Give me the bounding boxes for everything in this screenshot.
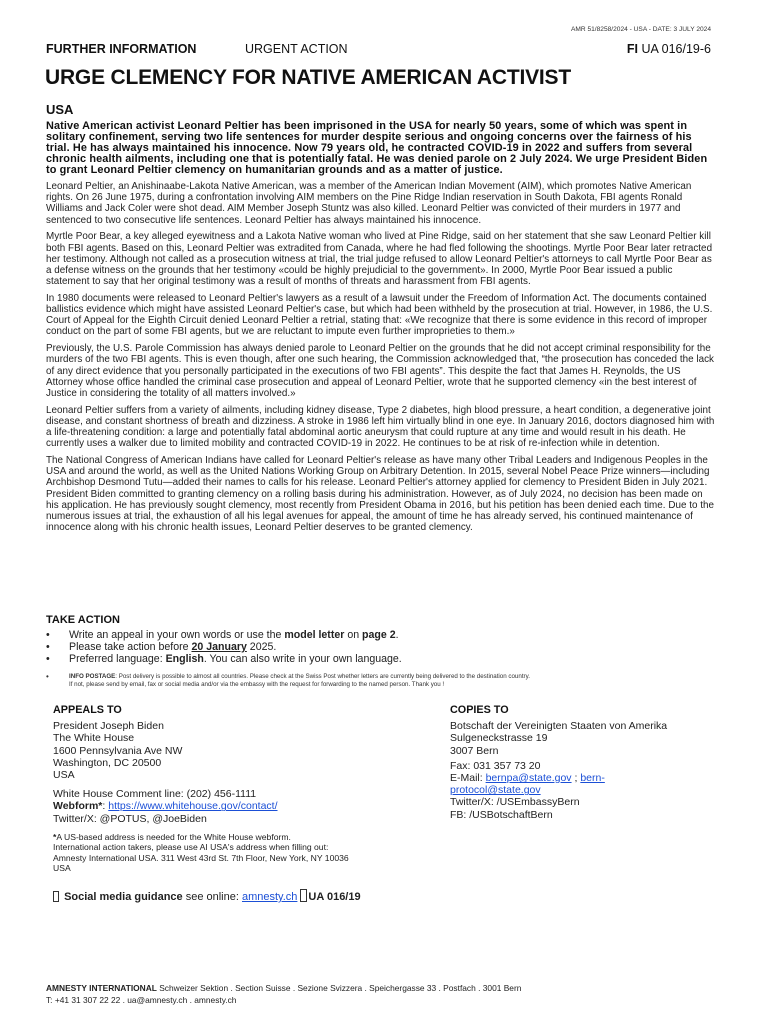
body-paragraph: Leonard Peltier, an Anishinaabe-Lakota Native American, was a member of the American Indian Movement (AIM), which promotes Native American rights. On 26 June 1975, during a confrontation involving AIM members on the Pine Ridge Indian reservation in South Dakota, FBI agents Ronald Williams and Jack Coler were shot dead. AIM Member Joseph Stuntz was also killed. Leonard Peltier was convicted of their murders in 1977 and sentenced to two consecutive life sentences. Leonard Peltier has always maintained his innocence. [46, 181, 692, 226]
document-reference: AMR 51/8258/2024 - USA - DATE: 3 JULY 2024 [570, 26, 711, 33]
header-urgent-action: URGENT ACTION [245, 42, 348, 56]
take-action-section [46, 614, 718, 690]
page-title: URGE CLEMENCY FOR NATIVE AMERICAN ACTIVIST [45, 66, 571, 89]
page-footer [46, 983, 521, 1006]
text-span: International action takers, please use AI USA's address when filling out: [53, 842, 329, 853]
lead-paragraph: Native American activist Leonard Peltier has been imprisoned in the USA for nearly 50 years, some of which was spent in solitary confinement, serving two life sentences for murder despite serious and ongoing concerns over the fairness of his trial. He has always maintained his innocence. Now 79 years old, he contracted COVID-19 in 2022 and suffers from several chronic health ailments, including one that is potentially fatal. He was denied parole on 2 July 2024. We urge President Biden to grant Leonard Peltier clemency on humanitarian grounds and as a matter of justice. [46, 120, 708, 176]
webform-label: Webform* [53, 800, 103, 813]
address-line: USA [53, 769, 75, 782]
copies-heading: COPIES TO [450, 704, 509, 716]
body-paragraph: In 1980 documents were released to Leonard Peltier's lawyers as a result of a lawsuit under the Freedom of Information Act. The documents contained ballistics evidence which might have assisted Leonard Peltier's case, but which had been withheld by the prosecution at trial. However, in 1986, the U.S. Court of Appeal for the Eighth Circuit denied Leonard Peltier a retrial, stating that: «We recognize that there is some evidence in this record of improper conduct on the part of some FBI agents, but we are reluctant to impute even further improprieties to them.» [46, 292, 713, 338]
body-paragraph: Myrtle Poor Bear, a key alleged eyewitness and a Lakota Native woman who lived at Pine Ridge, said on her statement that she saw Leonard Peltier kill both FBI agents. Based on this, Leonard Peltier was extradited from Canada, where he had fled following the shootings. Myrtle Poor Bear later retracted her testimony. Although not called as a prosecution witness at trial, the trial judge refused to allow Leonard Peltier's attorneys to call Myrtle Poor Bear as a defense witness on the grounds that her testimony «could be highly prejudicial to the government». In 2000, Myrtle Poor Bear issued a public statement to say that her original testimony was a result of months of threats and harassment from FBI agents. [46, 231, 713, 288]
email-link-bernpa[interactable]: bernpa@state.gov [485, 772, 572, 785]
email-line [450, 772, 740, 784]
text-span: . You can also write in your own language. [203, 653, 402, 666]
twitter-line: Twitter/X: /USEmbassyBern [450, 796, 580, 809]
webform-line [53, 800, 423, 812]
address-line: Washington, DC 20500 [53, 756, 162, 769]
page-reference-text: page 2 [362, 629, 396, 641]
missing-glyph-icon [300, 889, 307, 902]
footer-address: Schweizer Sektion . Section Suisse . Sezione Svizzera . Speichergasse 33 . Postfach . 3001 Bern [156, 983, 522, 993]
text-span: If not, please send by email, fax or social media and/or via the embassy with the request for forwarding to the named person. Thank you ! [69, 681, 445, 689]
postage-info-note [46, 673, 718, 691]
social-label: Social media guidance [64, 891, 183, 903]
body-paragraph: The National Congress of American Indians have called for Leonard Peltier's release as have many other Tribal Leaders and Indigenous Peoples in the USA and around the world, as well as the United Nations Working Group on Arbitrary Detention. In 2015, several Nobel Peace Prize winners—including Archbishop Desmond Tutu—added their names to calls for his release. Leonard Peltier's attorney applied for clemency to President Biden in July 2021. President Biden committed to granting clemency on a rolling basis during his administration. However, as of July 2024, no decision has been made on his application. He has previously sought clemency, most recently from President Obama in 2016, but his petition has been denied each time. Due to the numerous issues at trial, the exhaustion of all his legal avenues for appeal, the amount of time he has already served, his continued maintenance of innocence along with his chronic health issues, Leonard Peltier deserves to be granted clemency. [46, 454, 715, 534]
address-line: 1600 Pennsylvania Ave NW [53, 744, 183, 757]
address-line: 3007 Bern [450, 744, 499, 757]
text-span: USA [53, 863, 71, 874]
header-row [46, 42, 711, 58]
email-link-protocol-continued[interactable]: protocol@state.gov [450, 784, 541, 797]
body-paragraph: Previously, the U.S. Parole Commission has always denied parole to Leonard Peltier on the grounds that he did not accept criminal responsibility for the murders of the two FBI agents. This is even though, after one such hearing, the Commission acknowledged that, “the prosecution has conceded the lack of any direct evidence that you personally participated in the executions of two FBI agents”. This despite the fact that James H. Reynolds, the US Attorney whose office handled the criminal case prosecution and appeal of Leonard Peltier, wrote that he supported clemency «in the best interest of Justice in considering the totality of all matters involved.» [46, 343, 714, 399]
text-span: 2025. [246, 641, 277, 654]
text-span: : Post delivery is possible to almost all countries. Please check at the Swiss Post whether letters are currently being delivered to the destination country. [115, 672, 530, 680]
main-body [46, 121, 718, 539]
comment-line: White House Comment line: (202) 456-1111 [53, 788, 257, 801]
country-label: USA [46, 102, 74, 117]
webform-link[interactable]: https://www.whitehouse.gov/contact/ [108, 800, 278, 813]
footer-contact: T: +41 31 307 22 22 . ua@amnesty.ch . amnesty.ch [46, 994, 237, 1005]
list-item [46, 641, 718, 653]
footer-org-name: AMNESTY INTERNATIONAL [46, 983, 157, 993]
social-media-guidance [53, 889, 361, 903]
appeals-to-section [53, 704, 423, 873]
copies-to-section [450, 704, 740, 821]
facebook-line: FB: /USBotschaftBern [450, 808, 553, 821]
twitter-line: Twitter/X: @POTUS, @JoeBiden [53, 812, 207, 825]
take-action-heading: TAKE ACTION [46, 614, 120, 626]
missing-glyph-icon [53, 891, 59, 902]
header-further-information: FURTHER INFORMATION [46, 42, 197, 56]
text-span: Write an appeal in your own words or use the [69, 629, 285, 641]
fax-line: Fax: 031 357 73 20 [450, 759, 541, 772]
amnesty-link[interactable]: amnesty.ch [241, 891, 298, 903]
address-line: President Joseph Biden [53, 720, 164, 733]
social-ua-code: UA 016/19 [308, 891, 361, 903]
deadline-text: 20 January [191, 641, 247, 654]
body-paragraph: Leonard Peltier suffers from a variety of ailments, including kidney disease, Type 2 diabetes, high blood pressure, a heart condition, a degenerative joint disease, and constant shortness of breath and dizziness. A stroke in 1986 left him virtually blind in one eye. In January 2016, doctors diagnosed him with a life-threatening condition: a large and potentially fatal abdominal aortic aneurysm that could rupture at any time and would result in his death. He currently uses a walker due to limited mobility and contracted COVID-19 in 2022. He continues to be at risk of re-infection while in detention. [46, 404, 715, 450]
email-line-continued [450, 784, 740, 796]
asterisk: * [53, 831, 57, 842]
list-item [46, 629, 718, 641]
address-line: Botschaft der Vereinigten Staaten von Amerika [450, 720, 668, 733]
text-span: : [102, 800, 109, 813]
text-span: see online: [182, 891, 242, 903]
text-span: Preferred language: [69, 653, 166, 666]
header-ua-code [627, 42, 711, 56]
appeals-heading: APPEALS TO [53, 704, 122, 716]
postage-label: INFO POSTAGE [69, 672, 116, 680]
model-letter-text: model letter [284, 629, 345, 641]
text-span: E-Mail: [450, 772, 486, 785]
header-ua-number: UA 016/19-6 [641, 42, 711, 56]
header-fi-prefix: FI [626, 42, 639, 56]
language-text: English [165, 653, 204, 666]
webform-note [53, 832, 423, 874]
text-span: Amnesty International USA. 311 West 43rd St. 7th Floor, New York, NY 10036 [53, 852, 349, 863]
text-span: on [344, 629, 363, 641]
list-item [46, 653, 718, 665]
text-span: ; [571, 772, 581, 785]
text-span: A US-based address is needed for the White House webform. [56, 831, 291, 842]
email-link-protocol[interactable]: bern- [580, 772, 605, 785]
address-line: The White House [53, 732, 135, 745]
address-line: Sulgeneckstrasse 19 [450, 732, 548, 745]
take-action-list [46, 629, 718, 666]
text-span: . [395, 629, 399, 641]
text-span: Please take action before [69, 641, 192, 654]
